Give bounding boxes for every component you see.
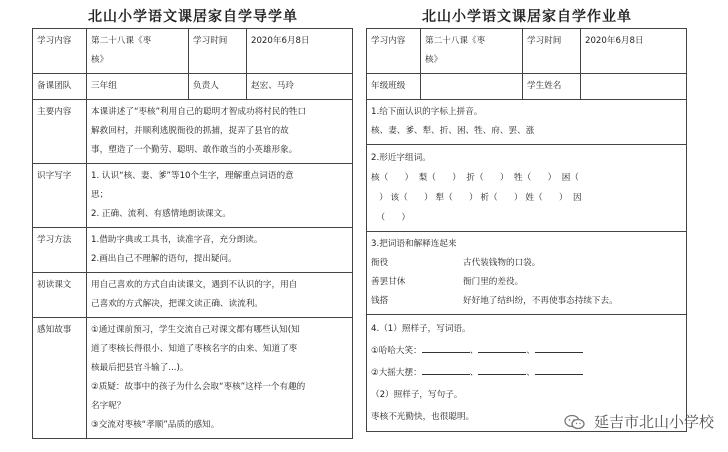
answer-blank[interactable] [478,365,526,375]
left-guide-sheet [32,0,354,439]
cell-label: 备课团队 [33,74,87,100]
cell-label: 感知故事 [33,318,87,439]
cell-value: 第二十八课《枣 核》 [421,29,523,74]
left-title: 北山小学语文课居家自学导学单 [88,9,298,25]
table-row [33,164,353,228]
question-1: 1.给下面认识的字标上拼音。 核、妻、爹、犁、折、困、牲、府、罢、涨 [367,100,687,145]
table-row [33,74,353,100]
cell-label: 初读课文 [33,273,87,318]
right-homework-table [366,28,687,432]
table-row [367,100,687,145]
table-row [33,273,353,318]
table-row [33,318,353,439]
table-row [33,29,353,74]
table-row [33,228,353,273]
cell-value: 第二十八课《枣 核》 [87,29,189,74]
table-row [33,100,353,164]
cell-label: 年级班级 [367,74,421,100]
wechat-icon [564,414,586,430]
cell-text: 1. 认识“核、妻、爹”等10个生字，理解重点词语的意 思； 2. 正确、流利、有感情地朗读课文。 [87,164,353,228]
question-3: 3.把词语和解释连起来 衙役 古代装钱物的口袋。 善罢甘休 衙门里的差役。 钱搭 好好地了结纠纷，不再使事态持续下去。 [367,232,687,315]
cell-value: 2020年6月8日 [247,29,353,74]
question-4: 4.（1）照样子，写词语。 ①哈哈大笑： 、 、 ②大摇大摆： 、 、 （2）照样子，写句子。 枣核不光勤快，也很聪明。 [367,315,687,432]
right-title: 北山小学语文课居家自学作业单 [422,9,632,25]
watermark-text: 延吉市北山小学校 [593,413,714,431]
table-row [367,29,687,74]
cell-text: 1.借助字典或工具书，读准字音，充分朗读。 2.画出自己不理解的语句，提出疑问。 [87,228,353,273]
left-guide-table [32,28,353,439]
cell-label: 学习方法 [33,228,87,273]
answer-blank[interactable] [478,343,526,353]
cell-label: 学生姓名 [523,74,581,100]
cell-label: 学习内容 [33,29,87,74]
cell-value: 赵宏、马玲 [247,74,353,100]
student-name-field[interactable] [581,74,687,100]
table-row [367,74,687,100]
cell-text: 用自己喜欢的方式自由读课文，遇到不认识的字，用自 己喜欢的方式解决，把课文读正确、读流利。 [87,273,353,318]
table-row [367,232,687,315]
cell-label: 学习时间 [189,29,247,74]
cell-value: 三年组 [87,74,189,100]
answer-blank[interactable] [422,343,470,353]
answer-blank[interactable] [535,365,583,375]
cell-text: 本课讲述了“枣核”利用自己的聪明才智成功将村民的牲口 解救回村，并顺利逃脱衙役的抓捕，捉弄了县官的故 事，塑造了一个勤劳、聪明、敢作敢当的小英雄形象。 [87,100,353,164]
cell-label: 识字写字 [33,164,87,228]
cell-label: 学习内容 [367,29,421,74]
cell-label: 学习时间 [523,29,581,74]
answer-blank[interactable] [422,365,470,375]
grade-class-field[interactable] [421,74,523,100]
cell-text: ①通过课前预习，学生交流自己对课文都有哪些认知(知 道了枣核长得很小、知道了枣核名字的由来、知道了枣 核最后把县官斗输了...)。 ②质疑：故事中的孩子为什么会取“枣核”这样一个有趣的 名字呢？ ③交流对枣核“孝顺”品质的感知。 [87,318,353,439]
cell-label: 主要内容 [33,100,87,164]
question-2: 2.形近字组词。 核（ ） 梨（ ） 折（ ） 牲（ ） 困（ ） 该（ ） 犁（ ） 析（ ） 姓（ ） 因 （ ） [367,145,687,232]
watermark [564,411,714,432]
answer-blank[interactable] [535,343,583,353]
cell-value: 2020年6月8日 [581,29,687,74]
cell-label: 负责人 [189,74,247,100]
right-homework-sheet [366,0,688,432]
table-row [367,145,687,232]
